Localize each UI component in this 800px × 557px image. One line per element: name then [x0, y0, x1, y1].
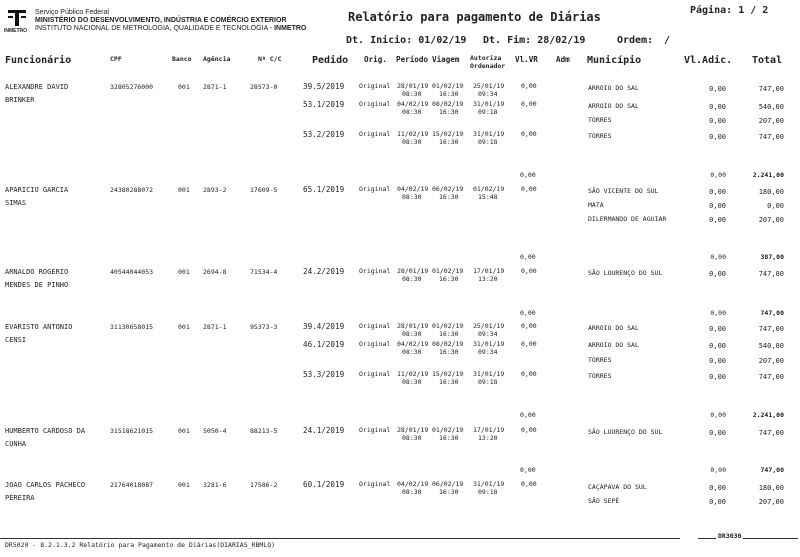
- employee-name-cont: CUNHA: [5, 440, 27, 448]
- subtotal-additional: 0,00: [710, 466, 726, 474]
- employee-bank: 001: [178, 83, 190, 91]
- municipality: SÃO SEPÉ: [588, 497, 620, 505]
- employee-agency: 5050-4: [203, 427, 227, 435]
- employee-name-cont: BRINKER: [5, 96, 35, 104]
- employee-bank: 001: [178, 323, 190, 331]
- employee-account: 95373-3: [250, 323, 278, 331]
- employee-agency: 2694-8: [203, 268, 227, 276]
- total-value: 207,00: [758, 357, 784, 365]
- authorization-date: 25/01/19: [473, 82, 505, 90]
- period-end-time: 16:30: [439, 348, 459, 356]
- vr-value: 0,00: [521, 185, 537, 193]
- authorization-time: 09:18: [478, 378, 498, 386]
- period-start-time: 08:30: [402, 108, 422, 116]
- municipality: TORRES: [588, 132, 612, 140]
- period-start-time: 08:30: [402, 275, 422, 283]
- employee-bank: 001: [178, 427, 190, 435]
- period-start-time: 08:30: [402, 330, 422, 338]
- additional-value: 0,00: [709, 117, 726, 125]
- employee-bank: 001: [178, 186, 190, 194]
- vr-value: 0,00: [521, 82, 537, 90]
- total-value: 207,00: [758, 498, 784, 506]
- pedido-number: 39.5/2019: [303, 82, 345, 91]
- period-end-date: 06/02/19: [432, 480, 464, 488]
- subtotal-vr: 0,00: [520, 466, 536, 474]
- total-value: 747,00: [758, 133, 784, 141]
- employee-name: JOAO CARLOS PACHECO: [5, 481, 86, 489]
- subtotal-total: 387,00: [760, 253, 784, 261]
- period-start-time: 08:30: [402, 193, 422, 201]
- date-end-value: 28/02/19: [537, 35, 586, 46]
- subtotal-additional: 0,00: [710, 171, 726, 179]
- municipality: TORRES: [588, 372, 612, 380]
- municipality: ARROIO DO SAL: [588, 341, 639, 349]
- period-end-date: 15/02/19: [432, 130, 464, 138]
- col-municipio: Município: [587, 55, 642, 66]
- additional-value: 0,00: [709, 357, 726, 365]
- col-orig: Orig.: [364, 55, 387, 64]
- pedido-number: 24.2/2019: [303, 267, 345, 276]
- employee-account: 71534-4: [250, 268, 278, 276]
- employee-bank: 001: [178, 481, 190, 489]
- gov-line-3-bold: INMETRO: [274, 25, 307, 32]
- authorization-time: 09:34: [478, 90, 498, 98]
- period-end-date: 01/02/19: [432, 82, 464, 90]
- col-periodo: Período: [396, 55, 429, 64]
- employee-cpf: 31518621015: [110, 427, 154, 435]
- municipality: SÃO VICENTE DO SUL: [588, 187, 659, 195]
- subtotal-total: 2.241,00: [752, 171, 784, 179]
- gov-line-3: [35, 25, 306, 32]
- pedido-number: 53.3/2019: [303, 370, 345, 379]
- col-pedido: Pedido: [312, 55, 349, 66]
- col-total: Total: [752, 55, 783, 66]
- additional-value: 0,00: [709, 429, 726, 437]
- pedido-origin: Original: [359, 82, 391, 90]
- vr-value: 0,00: [521, 426, 537, 434]
- period-start-date: 11/02/19: [397, 370, 429, 378]
- col-vlvr: Vl.VR: [515, 55, 538, 64]
- col-vladic: Vl.Adic.: [684, 55, 733, 66]
- pedido-origin: Original: [359, 322, 391, 330]
- total-value: 747,00: [758, 85, 784, 93]
- employee-name: EVARISTO ANTONIO: [5, 323, 73, 331]
- vr-value: 0,00: [521, 322, 537, 330]
- total-value: 207,00: [758, 216, 784, 224]
- pedido-number: 46.1/2019: [303, 340, 345, 349]
- total-value: 747,00: [758, 429, 784, 437]
- employee-cpf: 21764018087: [110, 481, 154, 489]
- period-start-time: 08:30: [402, 348, 422, 356]
- employee-cpf: 31130658015: [110, 323, 154, 331]
- col-ordenador: Ordenador: [470, 62, 506, 70]
- period-start-date: 11/02/19: [397, 130, 429, 138]
- additional-value: 0,00: [709, 342, 726, 350]
- employee-name-cont: PEREIRA: [5, 494, 35, 502]
- pedido-origin: Original: [359, 480, 391, 488]
- period-end-date: 08/02/19: [432, 100, 464, 108]
- municipality: TORRES: [588, 356, 612, 364]
- employee-account: 17586-2: [250, 481, 278, 489]
- page-value: 1 / 2: [738, 5, 769, 16]
- date-start-label: Dt. Inicio:: [346, 35, 413, 46]
- order-value: /: [664, 35, 671, 46]
- total-value: 540,00: [758, 342, 784, 350]
- additional-value: 0,00: [709, 133, 726, 141]
- municipality: TORRES: [588, 116, 612, 124]
- authorization-date: 31/01/19: [473, 340, 505, 348]
- authorization-time: 13:20: [478, 275, 498, 283]
- period-end-date: 01/02/19: [432, 322, 464, 330]
- employee-name: ARNALDO ROGERIO: [5, 268, 69, 276]
- period-end-date: 01/02/19: [432, 267, 464, 275]
- period-end-time: 16:30: [439, 193, 459, 201]
- employee-name-cont: SIMAS: [5, 199, 27, 207]
- total-value: 747,00: [758, 270, 784, 278]
- subtotal-additional: 0,00: [710, 309, 726, 317]
- additional-value: 0,00: [709, 325, 726, 333]
- subtotal-vr: 0,00: [520, 171, 536, 179]
- employee-cpf: 32805276000: [110, 83, 154, 91]
- subtotal-vr: 0,00: [520, 309, 536, 317]
- total-value: 540,00: [758, 103, 784, 111]
- municipality: SÃO LOURENÇO DO SUL: [588, 269, 663, 277]
- footer-report-name: DR5020 - 8.2.1.3.2 Relatório para Pagamento de Diárias(DIARIAS_RBMLQ): [5, 541, 276, 549]
- municipality: ARROIO DO SAL: [588, 102, 639, 110]
- gov-line-2: MINISTÉRIO DO DESENVOLVIMENTO, INDÚSTRIA E COMÉRCIO EXTERIOR: [35, 17, 287, 24]
- subtotal-vr: 0,00: [520, 411, 536, 419]
- period-start-time: 08:30: [402, 90, 422, 98]
- period-end-time: 16:30: [439, 488, 459, 496]
- col-funcionario: Funcionário: [5, 55, 72, 66]
- gov-line-1: Serviço Público Federal: [35, 9, 109, 16]
- employee-agency: 3281-6: [203, 481, 227, 489]
- municipality: ARROIO DO SAL: [588, 324, 639, 332]
- period-end-date: 08/02/19: [432, 340, 464, 348]
- col-agencia: Agência: [203, 55, 231, 63]
- period-start-date: 04/02/19: [397, 480, 429, 488]
- vr-value: 0,00: [521, 340, 537, 348]
- employee-cpf: 24380288072: [110, 186, 154, 194]
- authorization-time: 09:34: [478, 348, 498, 356]
- authorization-time: 15:48: [478, 193, 498, 201]
- employee-cpf: 40544044053: [110, 268, 154, 276]
- authorization-date: 01/02/19: [473, 185, 505, 193]
- period-start-date: 28/01/19: [397, 322, 429, 330]
- pedido-origin: Original: [359, 185, 391, 193]
- pedido-number: 53.1/2019: [303, 100, 345, 109]
- municipality: DILERMANDO DE AGUIAR: [588, 215, 667, 223]
- date-end: [483, 35, 585, 46]
- col-banco: Banco: [172, 55, 192, 63]
- total-value: 0,00: [767, 202, 784, 210]
- period-start-date: 28/01/19: [397, 426, 429, 434]
- gov-line-3-text: INSTITUTO NACIONAL DE METROLOGIA, QUALIDADE E TECNOLOGIA -: [35, 25, 275, 32]
- period-start-time: 08:30: [402, 138, 422, 146]
- period-start-date: 28/01/19: [397, 82, 429, 90]
- pedido-origin: Original: [359, 370, 391, 378]
- authorization-time: 09:18: [478, 108, 498, 116]
- date-start: [346, 35, 466, 46]
- vr-value: 0,00: [521, 100, 537, 108]
- employee-name-cont: CENSI: [5, 336, 27, 344]
- additional-value: 0,00: [709, 85, 726, 93]
- subtotal-total: 747,00: [760, 466, 784, 474]
- date-start-value: 01/02/19: [418, 35, 467, 46]
- period-end-time: 16:30: [439, 90, 459, 98]
- employee-agency: 2893-2: [203, 186, 227, 194]
- employee-name: APARICIO GARCIA: [5, 186, 69, 194]
- total-value: 747,00: [758, 325, 784, 333]
- period-end-time: 16:30: [439, 108, 459, 116]
- employee-name: ALEXANDRE DAVID: [5, 83, 69, 91]
- period-start-time: 08:30: [402, 434, 422, 442]
- period-start-date: 04/02/19: [397, 100, 429, 108]
- subtotal-total: 2.241,00: [752, 411, 784, 419]
- authorization-time: 09:18: [478, 488, 498, 496]
- col-conta: Nº C/C: [258, 55, 282, 63]
- period-start-time: 08:30: [402, 488, 422, 496]
- employee-name-cont: MENDES DE PINHO: [5, 281, 69, 289]
- footer-rule-left: [0, 538, 680, 539]
- pedido-number: 60.1/2019: [303, 480, 345, 489]
- employee-agency: 2871-1: [203, 83, 227, 91]
- report-title: Relatório para pagamento de Diárias: [348, 10, 601, 24]
- period-start-time: 08:30: [402, 378, 422, 386]
- employee-bank: 001: [178, 268, 190, 276]
- logo-label: INMETRO: [4, 28, 28, 34]
- footer-code: DR3030: [718, 532, 742, 540]
- pedido-number: 24.1/2019: [303, 426, 345, 435]
- vr-value: 0,00: [521, 267, 537, 275]
- additional-value: 0,00: [709, 103, 726, 111]
- pedido-number: 39.4/2019: [303, 322, 345, 331]
- authorization-time: 13:20: [478, 434, 498, 442]
- period-start-date: 04/02/19: [397, 185, 429, 193]
- employee-account: 17609-5: [250, 186, 278, 194]
- col-cpf: CPF: [110, 55, 122, 63]
- authorization-date: 31/01/19: [473, 370, 505, 378]
- pedido-origin: Original: [359, 267, 391, 275]
- col-adm: Adm: [556, 55, 570, 64]
- authorization-date: 31/01/19: [473, 480, 505, 488]
- period-end-date: 06/02/19: [432, 185, 464, 193]
- authorization-date: 31/01/19: [473, 100, 505, 108]
- period-end-date: 15/02/19: [432, 370, 464, 378]
- additional-value: 0,00: [709, 216, 726, 224]
- authorization-date: 17/01/19: [473, 426, 505, 434]
- authorization-time: 09:34: [478, 330, 498, 338]
- period-end-time: 16:30: [439, 434, 459, 442]
- municipality: SÃO LOURENÇO DO SUL: [588, 428, 663, 436]
- authorization-date: 25/01/19: [473, 322, 505, 330]
- subtotal-additional: 0,00: [710, 253, 726, 261]
- employee-account: 28573-0: [250, 83, 278, 91]
- additional-value: 0,00: [709, 202, 726, 210]
- subtotal-vr: 0,00: [520, 253, 536, 261]
- vr-value: 0,00: [521, 370, 537, 378]
- order-label: Ordem:: [617, 35, 654, 46]
- pedido-origin: Original: [359, 340, 391, 348]
- period-end-time: 16:30: [439, 138, 459, 146]
- additional-value: 0,00: [709, 484, 726, 492]
- col-viagem: Viagem: [432, 55, 460, 64]
- page-label: Página:: [690, 5, 733, 16]
- additional-value: 0,00: [709, 188, 726, 196]
- period-start-date: 04/02/19: [397, 340, 429, 348]
- municipality: CAÇAPAVA DO SUL: [588, 483, 647, 491]
- date-end-label: Dt. Fim:: [483, 35, 532, 46]
- employee-agency: 2871-1: [203, 323, 227, 331]
- vr-value: 0,00: [521, 130, 537, 138]
- authorization-date: 31/01/19: [473, 130, 505, 138]
- vr-value: 0,00: [521, 480, 537, 488]
- pedido-origin: Original: [359, 100, 391, 108]
- pedido-number: 53.2/2019: [303, 130, 345, 139]
- page-number: [690, 5, 768, 16]
- municipality: MATA: [588, 201, 604, 209]
- subtotal-total: 747,00: [760, 309, 784, 317]
- additional-value: 0,00: [709, 498, 726, 506]
- period-end-time: 16:30: [439, 275, 459, 283]
- total-value: 180,00: [758, 188, 784, 196]
- additional-value: 0,00: [709, 373, 726, 381]
- employee-name: HUMBERTO CARDOSO DA: [5, 427, 86, 435]
- pedido-number: 65.1/2019: [303, 185, 345, 194]
- additional-value: 0,00: [709, 270, 726, 278]
- period-start-date: 28/01/19: [397, 267, 429, 275]
- municipality: ARROIO DO SAL: [588, 84, 639, 92]
- total-value: 207,00: [758, 117, 784, 125]
- col-autoriza: Autoriza: [470, 54, 502, 62]
- period-end-date: 01/02/19: [432, 426, 464, 434]
- period-end-time: 16:30: [439, 378, 459, 386]
- total-value: 180,00: [758, 484, 784, 492]
- authorization-time: 09:18: [478, 138, 498, 146]
- authorization-date: 17/01/19: [473, 267, 505, 275]
- pedido-origin: Original: [359, 426, 391, 434]
- subtotal-additional: 0,00: [710, 411, 726, 419]
- footer-rule-right: [698, 538, 798, 539]
- period-end-time: 16:30: [439, 330, 459, 338]
- inmetro-logo: [6, 8, 28, 34]
- pedido-origin: Original: [359, 130, 391, 138]
- employee-account: 88213-5: [250, 427, 278, 435]
- total-value: 747,00: [758, 373, 784, 381]
